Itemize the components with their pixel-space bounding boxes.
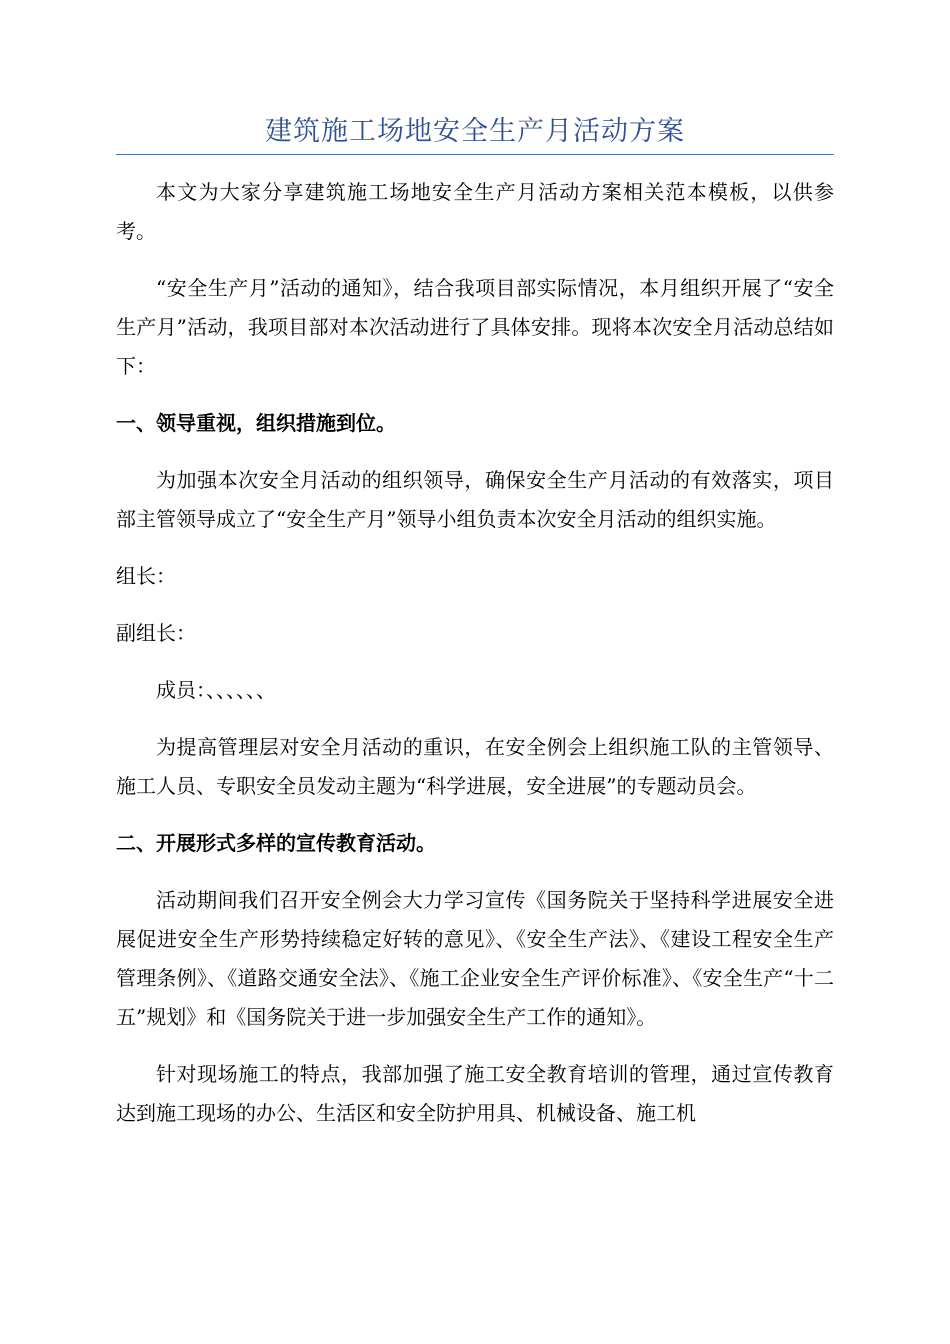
members-line: 成员：、、、、、、 [156,678,276,702]
document-body [116,173,834,1151]
body-paragraph: 活动期间我们召开安全例会大力学习宣传《国务院关于坚持科学进展安全进展促进安全生产形势持续稳定好转的意见》、《安全生产法》、《建设工程安全生产管理条例》、《道路交通安全法》、《施工企业安全生产评价标准》、《安全生产“十二五”规划》和《国务院关于进一步加强安全生产工作的通知》。 [116,888,834,1029]
notice-paragraph: “安全生产月”活动的通知》，结合我项目部实际情况，本月组织开展了“安全生产月”活动，我项目部对本次活动进行了具体安排。现将本次安全月活动总结如下： [116,276,834,378]
section-heading-2: 二、开展形式多样的宣传教育活动。 [116,831,436,855]
deputy-leader-line: 副组长： [116,621,196,645]
title-underline [116,154,834,155]
body-paragraph: 针对现场施工的特点，我部加强了施工安全教育培训的管理，通过宣传教育达到施工现场的办公、生活区和安全防护用具、机械设备、施工机 [116,1062,834,1125]
body-paragraph: 为加强本次安全月活动的组织领导，确保安全生产月活动的有效落实，项目部主管领导成立了“安全生产月”领导小组负责本次安全月活动的组织实施。 [116,468,834,531]
section-heading-1: 一、领导重视，组织措施到位。 [116,411,396,435]
document-title: 建筑施工场地安全生产月活动方案 [265,116,685,147]
intro-paragraph: 本文为大家分享建筑施工场地安全生产月活动方案相关范本模板，以供参考。 [116,180,834,243]
body-paragraph: 为提高管理层对安全月活动的重识，在安全例会上组织施工队的主管领导、施工人员、专职安全员发动主题为“科学进展，安全进展”的专题动员会。 [116,735,834,798]
group-leader-line: 组长： [116,564,176,588]
